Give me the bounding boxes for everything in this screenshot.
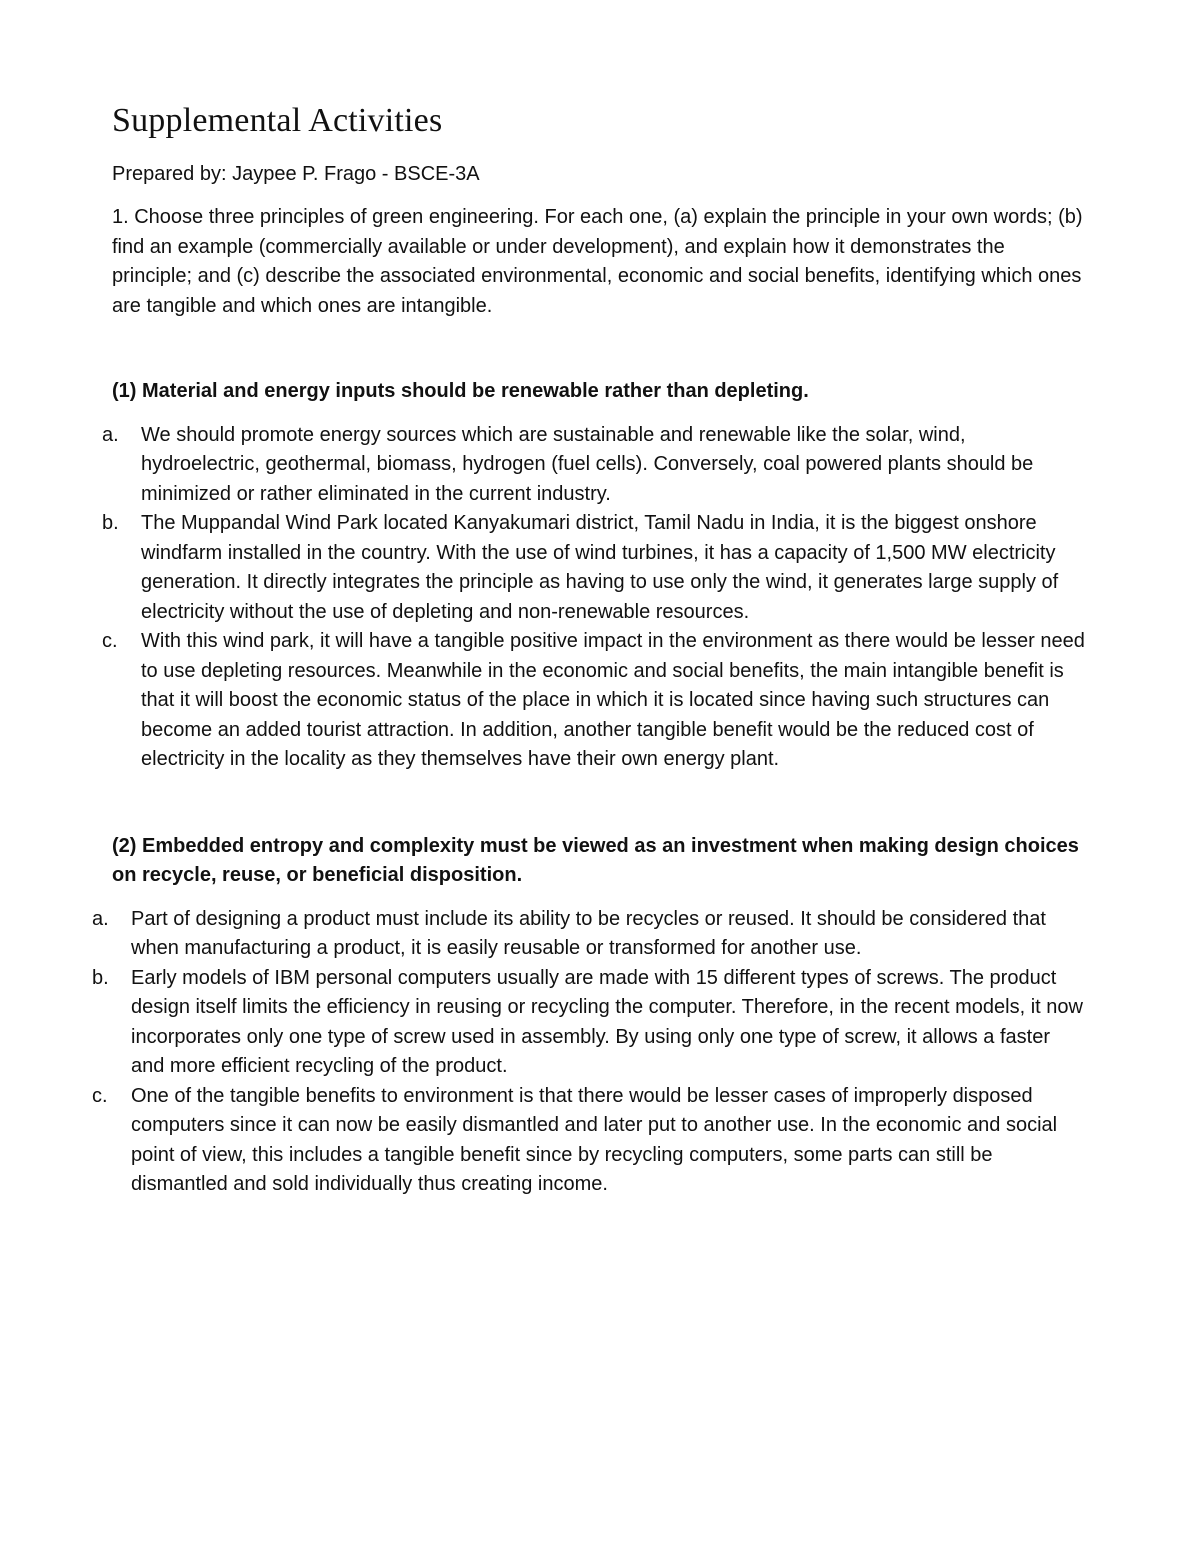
list-marker: a. (102, 423, 119, 446)
list-item (92, 905, 1087, 964)
document-page (92, 96, 1087, 1200)
section-2-heading: (2) Embedded entropy and complexity must be viewed as an investment when making design choices on recycle, reuse, or beneficial disposition. (112, 834, 1079, 886)
list-item-text: One of the tangible benefits to environment is that there would be lesser cases of improperly disposed computers since it can now be easily dismantled and later put to another use. In the economic and social point of view, this includes a tangible benefit since by recycling computers, some parts can still be dismantled and sold individually thus creating income. (131, 1084, 1058, 1195)
list-marker: a. (92, 907, 109, 930)
list-marker: b. (102, 512, 119, 534)
section-1-answers (102, 421, 1087, 775)
list-item (92, 1082, 1087, 1200)
list-item-text: Part of designing a product must include its ability to be recycles or reused. It should be considered that when manufacturing a product, it is easily reusable or transformed for another use. (131, 907, 1046, 959)
list-item (102, 421, 1087, 510)
list-item (102, 627, 1087, 775)
list-item (102, 509, 1087, 627)
list-item-text: The Muppandal Wind Park located Kanyakumari district, Tamil Nadu in India, it is the biggest onshore windfarm installed in the country. With the use of wind turbines, it has a capacity of 1,500 MW electricity generation. It directly integrates the principle as having to use only the wind, it generates large supply of electricity without the use of depleting and non-renewable resources. (141, 512, 1059, 623)
prepared-by-line: Prepared by: Jaypee P. Frago - BSCE-3A (112, 163, 480, 185)
section-2-answers (92, 905, 1087, 1200)
list-marker: b. (92, 966, 109, 989)
list-item (92, 964, 1087, 1082)
list-marker: c. (92, 1084, 108, 1107)
document-title: Supplemental Activities (112, 102, 443, 139)
list-item-text: With this wind park, it will have a tangible positive impact in the environment as there would be lesser need to use depleting resources. Meanwhile in the economic and social benefits, the main intangible benefit is that it will boost the economic status of the place in which it is located since having such structures can become an added tourist attraction. In addition, another tangible benefit would be the reduced cost of electricity in the locality as they themselves have their own energy plant. (141, 630, 1085, 770)
list-item-text: We should promote energy sources which are sustainable and renewable like the solar, wind, hydroelectric, geothermal, biomass, hydrogen (fuel cells). Conversely, coal powered plants should be minimized or rather eliminated in the current industry. (141, 423, 1034, 505)
question-prompt: 1. Choose three principles of green engineering. For each one, (a) explain the principle in your own words; (b) find an example (commercially available or under development), and explain how it demonstrates the principle; and (c) describe the associated environmental, economic and social benefits, identifying which ones are tangible and which ones are intangible. (112, 206, 1083, 317)
section-1-heading: (1) Material and energy inputs should be renewable rather than depleting. (112, 380, 809, 402)
list-item-text: Early models of IBM personal computers usually are made with 15 different types of screws. The product design itself limits the efficiency in reusing or recycling the computer. Therefore, in the recent models, it now incorporates only one type of screw used in assembly. By using only one type of screw, it allows a faster and more efficient recycling of the product. (131, 966, 1083, 1077)
list-marker: c. (102, 630, 118, 652)
